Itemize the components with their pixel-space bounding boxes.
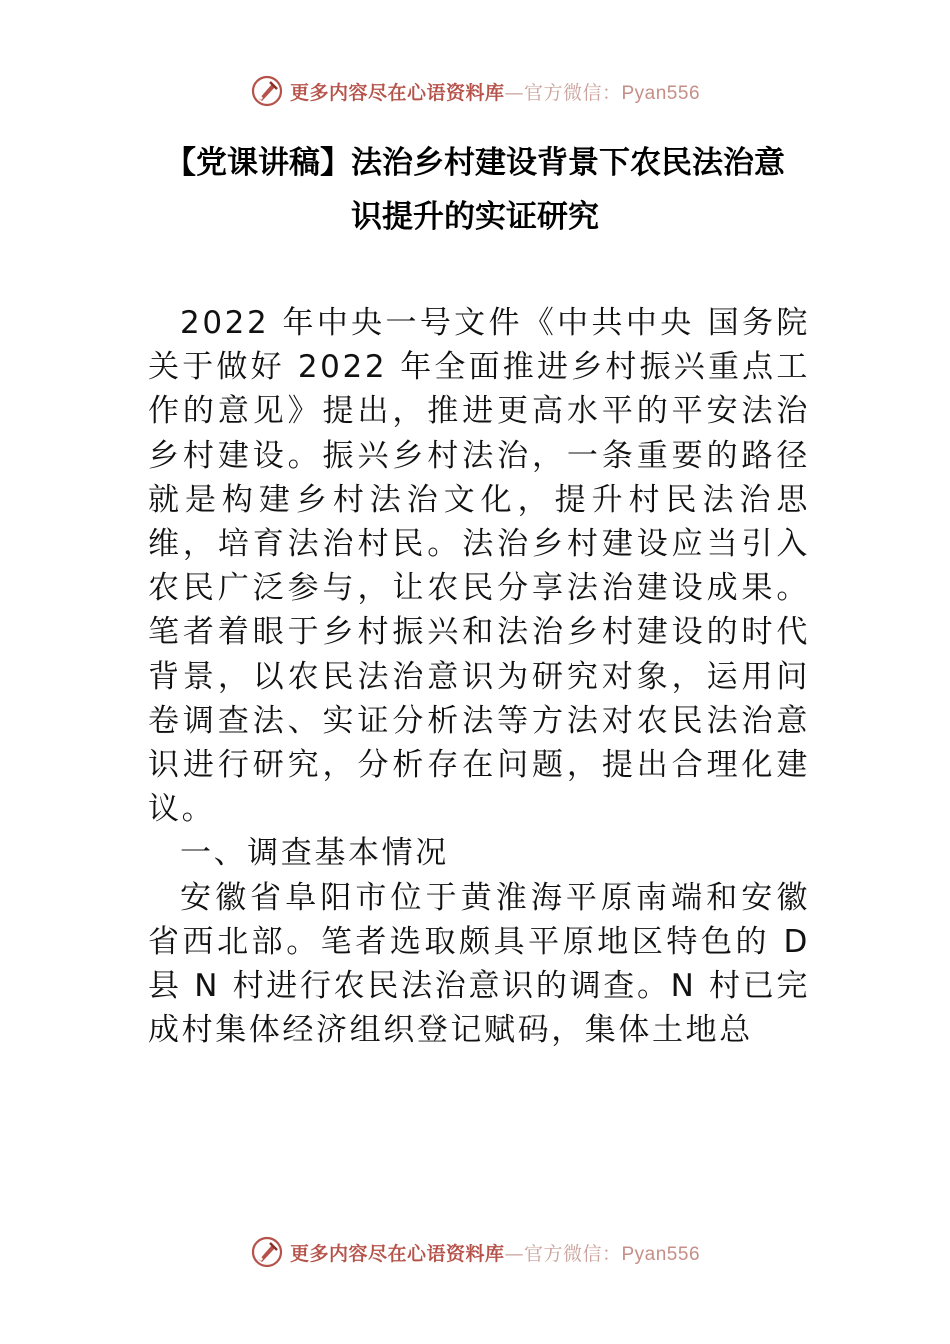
watermark-text	[290, 78, 700, 105]
pen-logo-icon	[250, 74, 284, 108]
title-line-1: 【党课讲稿】法治乡村建设背景下农民法治意	[165, 145, 785, 181]
title-line-2: 识提升的实证研究	[351, 199, 599, 235]
section-heading: 一、调查基本情况	[180, 835, 449, 872]
paragraph-intro: 2022 年中央一号文件《中共中央 国务院关于做好 2022 年全面推进乡村振兴重点工作的意见》提出，推进更高水平的平安法治乡村建设。振兴乡村法治，一条重要的路径就是构建乡村法治文化，提升村民法治思维，培育法治村民。法治乡村建设应当引入农民广泛参与，让农民分享法治建设成果。笔者着眼于乡村振兴和法治乡村建设的时代背景，以农民法治意识为研究对象，运用问卷调查法、实证分析法等方法对农民法治意识进行研究，分析存在问题，提出合理化建议。	[148, 305, 810, 828]
watermark-library-name: 更多内容尽在心语资料库	[289, 81, 505, 104]
watermark-wechat-label: —官方微信：	[504, 81, 622, 104]
pen-logo-icon	[250, 1235, 284, 1269]
document-title	[130, 136, 820, 244]
document-body	[148, 301, 810, 1052]
watermark-wechat-id: Pyan556	[621, 1243, 701, 1265]
watermark-wechat-id: Pyan556	[621, 82, 701, 104]
header-watermark	[0, 71, 950, 111]
paragraph-survey: 安徽省阜阳市位于黄淮海平原南端和安徽省西北部。笔者选取颇具平原地区特色的 D 县 N 村进行农民法治意识的调查。N 村已完成村集体经济组织登记赋码，集体土地总	[148, 879, 810, 1049]
watermark-wechat-label: —官方微信：	[504, 1242, 622, 1265]
watermark-text	[290, 1239, 700, 1266]
footer-watermark	[0, 1232, 950, 1272]
watermark-library-name: 更多内容尽在心语资料库	[289, 1242, 505, 1265]
